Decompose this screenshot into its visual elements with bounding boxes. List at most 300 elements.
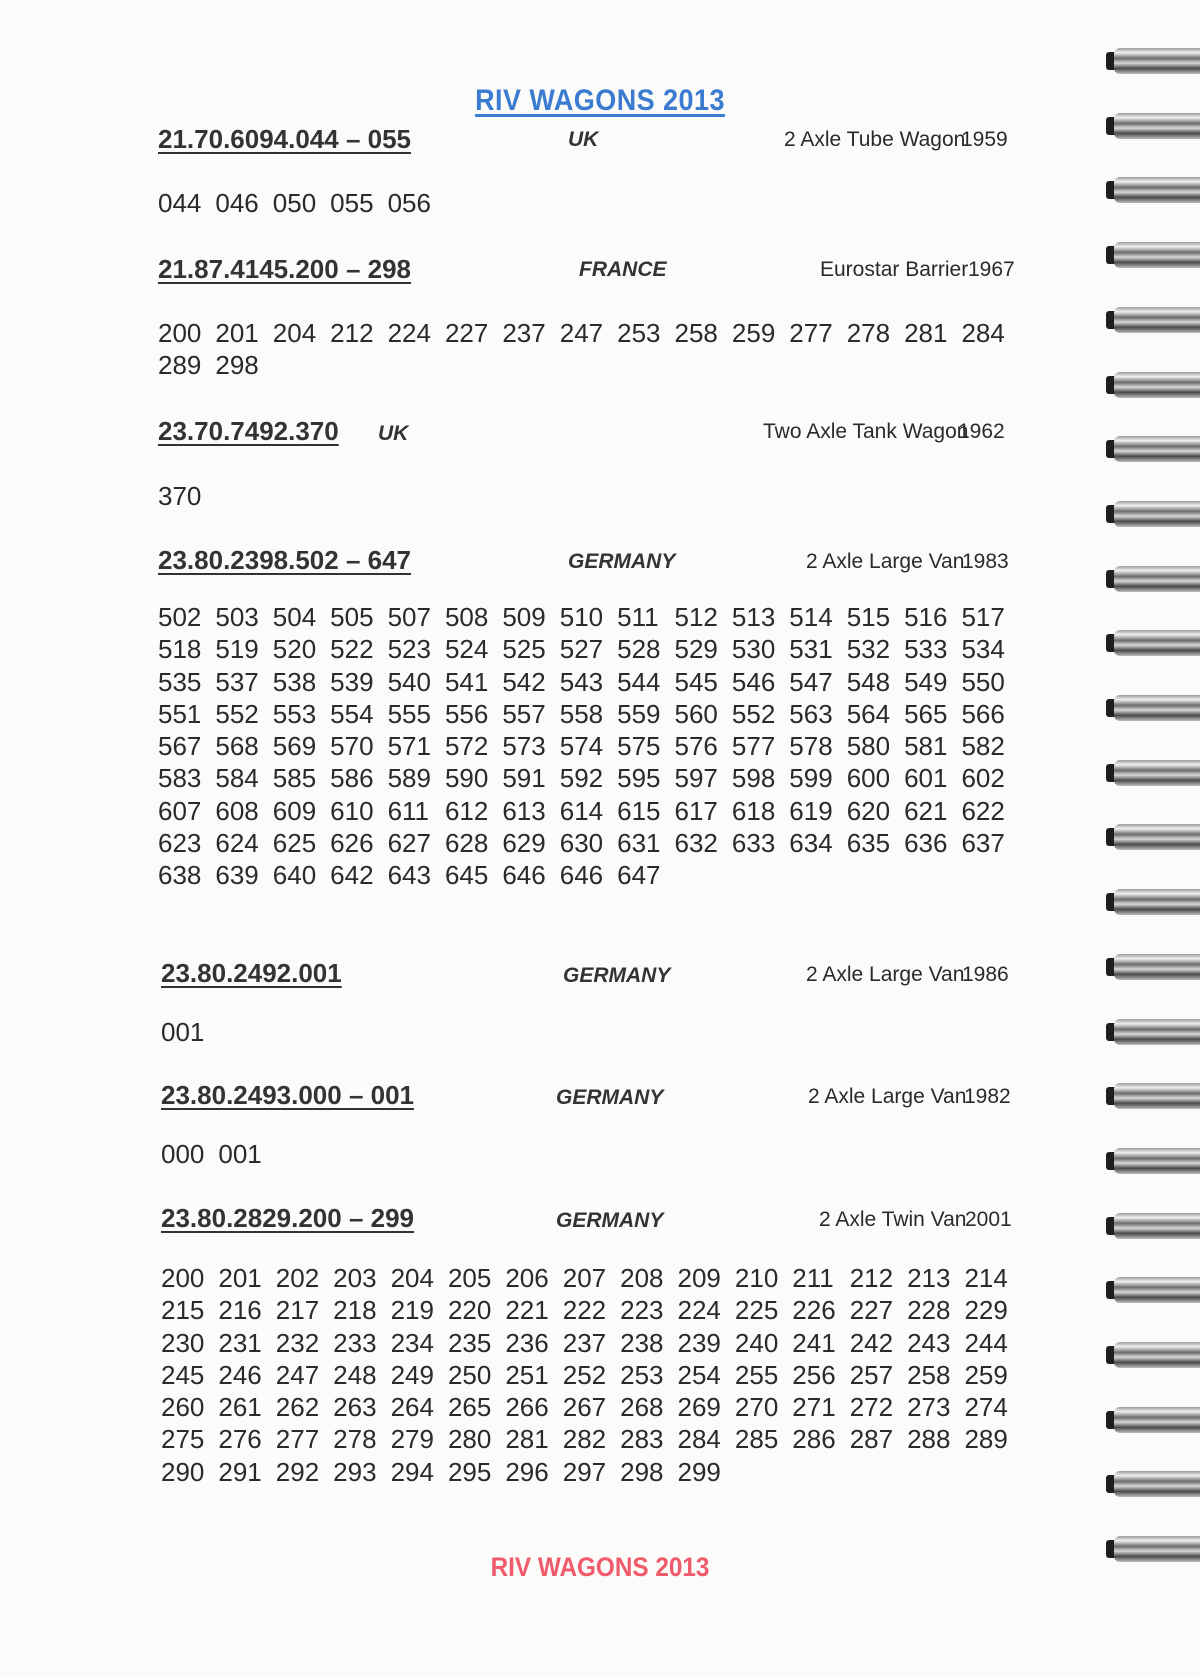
wagon-number: 226 <box>792 1295 836 1326</box>
spiral-ring <box>1104 1340 1200 1368</box>
wagon-number: 556 <box>444 698 489 729</box>
wagon-number: 272 <box>849 1392 894 1423</box>
wagon-number: 213 <box>907 1263 951 1293</box>
wagon-year: 2001 <box>965 1208 1012 1231</box>
wagon-country: UK <box>378 422 409 445</box>
wagon-number: 632 <box>674 828 718 859</box>
wagon-year: 1959 <box>961 128 1008 151</box>
wagon-number: 293 <box>333 1456 377 1487</box>
wagon-number: 559 <box>617 698 661 729</box>
spiral-ring <box>1104 952 1200 980</box>
wagon-description: 2 Axle Twin Van <box>819 1208 967 1231</box>
wagon-number: 507 <box>387 602 431 632</box>
wagon-number: 571 <box>387 731 431 762</box>
wagon-number: 554 <box>330 698 374 729</box>
wagon-number: 523 <box>387 634 431 665</box>
wagon-number: 628 <box>444 828 489 859</box>
wagon-number: 227 <box>849 1295 894 1326</box>
spiral-ring <box>1104 1211 1200 1239</box>
wagon-number: 535 <box>158 666 202 697</box>
wagon-number: 550 <box>961 666 1005 697</box>
wagon-number: 639 <box>215 860 259 891</box>
spiral-ring <box>1104 1469 1200 1497</box>
wagon-number: 295 <box>447 1456 492 1487</box>
wagon-number: 545 <box>674 666 718 697</box>
wagon-number: 207 <box>562 1263 607 1293</box>
wagon-description: 2 Axle Large Van <box>806 963 965 986</box>
wagon-number: 595 <box>617 763 661 794</box>
wagon-number: 241 <box>792 1327 836 1358</box>
wagon-number: 219 <box>390 1295 434 1326</box>
wagon-number: 574 <box>559 731 604 762</box>
wagon-number: 270 <box>734 1392 779 1423</box>
wagon-number: 511 <box>617 602 659 632</box>
wagon-number: 203 <box>333 1263 377 1293</box>
wagon-number-list <box>161 1017 1022 1049</box>
wagon-number: 253 <box>620 1359 664 1390</box>
spiral-ring <box>1104 434 1200 462</box>
wagon-number: 214 <box>964 1263 1008 1293</box>
wagon-number: 227 <box>444 318 489 348</box>
wagon-number: 638 <box>158 860 202 891</box>
wagon-number: 513 <box>731 602 776 632</box>
wagon-description: 2 Axle Tube Wagon <box>784 128 966 151</box>
wagon-number: 598 <box>731 763 776 794</box>
wagon-number: 263 <box>333 1392 377 1423</box>
wagon-number: 281 <box>505 1424 549 1455</box>
wagon-number: 530 <box>731 634 776 665</box>
wagon-number: 239 <box>677 1327 721 1358</box>
wagon-number: 510 <box>559 602 604 632</box>
wagon-number: 543 <box>559 666 604 697</box>
wagon-number: 539 <box>330 666 374 697</box>
wagon-number: 202 <box>275 1263 320 1293</box>
wagon-number: 567 <box>158 731 202 762</box>
wagon-number: 623 <box>158 828 202 859</box>
wagon-number: 218 <box>333 1295 377 1326</box>
spiral-ring <box>1104 1146 1200 1174</box>
wagon-number: 240 <box>734 1327 779 1358</box>
wagon-number: 255 <box>734 1359 779 1390</box>
wagon-number: 294 <box>390 1456 434 1487</box>
wagon-number: 607 <box>158 795 202 826</box>
wagon-code: 21.87.4145.200 – 298 <box>158 254 412 284</box>
wagon-number: 557 <box>502 698 546 729</box>
wagon-number: 216 <box>218 1295 262 1326</box>
wagon-number: 231 <box>218 1327 262 1358</box>
wagon-number: 261 <box>218 1392 262 1423</box>
wagon-number: 621 <box>904 795 948 826</box>
wagon-number: 635 <box>846 828 891 859</box>
wagon-number: 269 <box>677 1392 721 1423</box>
wagon-number: 600 <box>846 763 891 794</box>
wagon-number-list <box>161 1263 1022 1489</box>
wagon-number: 268 <box>620 1392 664 1423</box>
wagon-number: 565 <box>904 698 948 729</box>
wagon-number: 577 <box>731 731 776 762</box>
wagon-number: 620 <box>846 795 891 826</box>
wagon-number: 542 <box>502 666 546 697</box>
wagon-number: 514 <box>789 602 833 632</box>
wagon-number: 249 <box>390 1359 434 1390</box>
wagon-number: 275 <box>161 1424 205 1455</box>
wagon-number: 289 <box>158 350 202 381</box>
wagon-number: 267 <box>562 1392 607 1423</box>
wagon-number: 205 <box>447 1263 492 1293</box>
spiral-ring <box>1104 111 1200 139</box>
wagon-number: 289 <box>964 1424 1008 1455</box>
wagon-number: 291 <box>218 1456 262 1487</box>
wagon-number: 001 <box>218 1139 262 1169</box>
wagon-number: 055 <box>330 188 374 218</box>
wagon-number: 569 <box>272 731 317 762</box>
wagon-number: 222 <box>562 1295 607 1326</box>
wagon-number: 640 <box>272 860 317 891</box>
wagon-number: 624 <box>215 828 259 859</box>
wagon-number: 608 <box>215 795 259 826</box>
wagon-number: 211 <box>792 1263 834 1293</box>
wagon-number: 259 <box>731 318 776 348</box>
wagon-number: 634 <box>789 828 833 859</box>
wagon-number: 259 <box>964 1359 1008 1390</box>
wagon-number: 575 <box>617 731 661 762</box>
wagon-number: 618 <box>731 795 776 826</box>
wagon-number: 626 <box>330 828 374 859</box>
wagon-year: 1982 <box>964 1085 1011 1108</box>
spiral-ring <box>1104 240 1200 268</box>
wagon-number: 210 <box>734 1263 779 1293</box>
wagon-number: 224 <box>677 1295 721 1326</box>
wagon-number: 549 <box>904 666 948 697</box>
wagon-number: 551 <box>158 698 202 729</box>
wagon-number: 225 <box>734 1295 779 1326</box>
wagon-number-list <box>161 1139 1022 1171</box>
wagon-number: 232 <box>275 1327 320 1358</box>
wagon-number-list <box>158 481 1019 513</box>
spiral-ring <box>1104 175 1200 203</box>
page-footer: RIV WAGONS 2013 <box>490 1552 710 1582</box>
wagon-number: 537 <box>215 666 259 697</box>
wagon-number: 292 <box>275 1456 320 1487</box>
spiral-ring <box>1104 1275 1200 1303</box>
wagon-number: 576 <box>674 731 718 762</box>
wagon-number: 502 <box>158 602 202 632</box>
wagon-number: 581 <box>904 731 948 762</box>
wagon-number: 630 <box>559 828 604 859</box>
wagon-number: 533 <box>904 634 948 665</box>
wagon-number: 281 <box>904 318 948 348</box>
wagon-number: 224 <box>387 318 431 348</box>
wagon-number: 220 <box>447 1295 492 1326</box>
wagon-number: 646 <box>559 860 604 891</box>
wagon-number: 504 <box>272 602 317 632</box>
spiral-ring <box>1104 758 1200 786</box>
wagon-number: 258 <box>907 1359 951 1390</box>
wagon-number: 505 <box>330 602 374 632</box>
wagon-number: 517 <box>961 602 1005 632</box>
wagon-number: 206 <box>505 1263 549 1293</box>
wagon-description: 2 Axle Large Van <box>806 550 965 573</box>
wagon-number: 573 <box>502 731 546 762</box>
wagon-year: 1983 <box>962 550 1009 573</box>
wagon-number: 570 <box>330 731 374 762</box>
wagon-number: 287 <box>849 1424 894 1455</box>
wagon-number: 611 <box>387 795 430 826</box>
wagon-number: 544 <box>617 666 661 697</box>
wagon-number: 553 <box>272 698 317 729</box>
wagon-number: 645 <box>444 860 489 891</box>
wagon-number: 046 <box>215 188 259 218</box>
wagon-number: 242 <box>849 1327 894 1358</box>
wagon-number: 540 <box>387 666 431 697</box>
wagon-number: 531 <box>789 634 833 665</box>
wagon-number: 631 <box>617 828 661 859</box>
wagon-code: 23.80.2398.502 – 647 <box>158 545 412 575</box>
wagon-number: 613 <box>502 795 546 826</box>
wagon-number: 591 <box>502 763 546 794</box>
wagon-number: 254 <box>677 1359 721 1390</box>
wagon-country: GERMANY <box>556 1086 664 1109</box>
wagon-number: 297 <box>562 1456 607 1487</box>
wagon-number: 215 <box>161 1295 205 1326</box>
spiral-ring <box>1104 46 1200 74</box>
wagon-number: 288 <box>907 1424 951 1455</box>
wagon-number: 251 <box>505 1359 549 1390</box>
wagon-number: 050 <box>272 188 317 218</box>
wagon-number: 522 <box>330 634 374 665</box>
spiral-ring <box>1104 887 1200 915</box>
wagon-number: 233 <box>333 1327 377 1358</box>
wagon-number: 580 <box>846 731 891 762</box>
wagon-number: 602 <box>961 763 1005 794</box>
wagon-number: 271 <box>792 1392 836 1423</box>
wagon-number: 590 <box>444 763 489 794</box>
spiral-ring <box>1104 370 1200 398</box>
wagon-description: Two Axle Tank Wagon <box>763 420 969 443</box>
wagon-number: 237 <box>562 1327 607 1358</box>
wagon-number: 278 <box>333 1424 377 1455</box>
wagon-number: 200 <box>158 318 202 348</box>
wagon-number: 298 <box>620 1456 664 1487</box>
wagon-code: 23.80.2493.000 – 001 <box>161 1080 415 1110</box>
wagon-number: 265 <box>447 1392 492 1423</box>
wagon-number: 509 <box>502 602 546 632</box>
wagon-number: 001 <box>161 1017 205 1047</box>
wagon-number: 000 <box>161 1139 205 1169</box>
wagon-number: 592 <box>559 763 604 794</box>
wagon-number: 584 <box>215 763 259 794</box>
wagon-number: 253 <box>617 318 661 348</box>
wagon-number: 273 <box>907 1392 951 1423</box>
wagon-number: 629 <box>502 828 546 859</box>
wagon-number: 515 <box>846 602 891 632</box>
wagon-number: 585 <box>272 763 317 794</box>
spiral-ring <box>1104 305 1200 333</box>
wagon-number: 518 <box>158 634 202 665</box>
wagon-number: 560 <box>674 698 718 729</box>
wagon-number: 243 <box>907 1327 951 1358</box>
wagon-number: 558 <box>559 698 604 729</box>
wagon-number: 201 <box>218 1263 262 1293</box>
wagon-number: 044 <box>158 188 202 218</box>
wagon-number: 647 <box>617 860 661 891</box>
wagon-number-list <box>158 318 1019 383</box>
wagon-number: 646 <box>502 860 546 891</box>
wagon-number: 578 <box>789 731 833 762</box>
wagon-number: 056 <box>387 188 431 218</box>
wagon-number: 204 <box>390 1263 434 1293</box>
spiral-ring <box>1104 1405 1200 1433</box>
wagon-country: FRANCE <box>579 258 667 281</box>
wagon-number: 237 <box>502 318 546 348</box>
wagon-number: 636 <box>904 828 948 859</box>
wagon-number: 209 <box>677 1263 721 1293</box>
spiral-ring <box>1104 693 1200 721</box>
wagon-description: 2 Axle Large Van <box>808 1085 967 1108</box>
wagon-number: 236 <box>505 1327 549 1358</box>
wagon-number: 614 <box>559 795 604 826</box>
wagon-number: 597 <box>674 763 718 794</box>
wagon-number: 568 <box>215 731 259 762</box>
wagon-number: 256 <box>792 1359 836 1390</box>
wagon-number: 298 <box>215 350 259 381</box>
wagon-number: 619 <box>789 795 833 826</box>
wagon-number: 279 <box>390 1424 434 1455</box>
wagon-number: 299 <box>677 1456 721 1487</box>
wagon-number: 283 <box>620 1424 664 1455</box>
wagon-number: 284 <box>677 1424 721 1455</box>
wagon-number: 264 <box>390 1392 434 1423</box>
wagon-number: 285 <box>734 1424 779 1455</box>
wagon-number: 247 <box>559 318 604 348</box>
wagon-number: 617 <box>674 795 718 826</box>
wagon-number: 246 <box>218 1359 262 1390</box>
wagon-number: 208 <box>620 1263 664 1293</box>
wagon-number: 266 <box>505 1392 549 1423</box>
wagon-number: 201 <box>215 318 259 348</box>
wagon-number: 527 <box>559 634 604 665</box>
wagon-number: 248 <box>333 1359 377 1390</box>
wagon-number: 633 <box>731 828 776 859</box>
wagon-number: 290 <box>161 1456 205 1487</box>
wagon-description: Eurostar Barrier <box>820 258 969 281</box>
wagon-number: 615 <box>617 795 661 826</box>
wagon-number: 601 <box>904 763 948 794</box>
spiral-ring <box>1104 564 1200 592</box>
wagon-number: 643 <box>387 860 431 891</box>
spiral-ring <box>1104 628 1200 656</box>
wagon-year: 1962 <box>958 420 1005 443</box>
spiral-ring <box>1104 1081 1200 1109</box>
wagon-number: 564 <box>846 698 891 729</box>
wagon-number: 278 <box>846 318 891 348</box>
wagon-number: 642 <box>330 860 374 891</box>
wagon-number: 637 <box>961 828 1005 859</box>
wagon-number: 284 <box>961 318 1005 348</box>
wagon-number: 582 <box>961 731 1005 762</box>
wagon-number: 547 <box>789 666 833 697</box>
wagon-number: 534 <box>961 634 1005 665</box>
wagon-number: 524 <box>444 634 489 665</box>
wagon-number: 296 <box>505 1456 549 1487</box>
wagon-number: 280 <box>447 1424 492 1455</box>
wagon-number: 610 <box>330 795 374 826</box>
page-title: RIV WAGONS 2013 <box>475 84 725 117</box>
wagon-number: 277 <box>789 318 833 348</box>
wagon-number: 250 <box>447 1359 492 1390</box>
wagon-number: 555 <box>387 698 431 729</box>
wagon-country: GERMANY <box>568 550 676 573</box>
wagon-number: 519 <box>215 634 259 665</box>
wagon-number: 262 <box>275 1392 320 1423</box>
wagon-number: 516 <box>904 602 948 632</box>
spiral-ring <box>1104 1017 1200 1045</box>
wagon-number: 252 <box>562 1359 607 1390</box>
wagon-code: 23.80.2492.001 <box>161 958 342 988</box>
spiral-binding <box>1104 40 1200 1670</box>
wagon-number: 552 <box>215 698 259 729</box>
wagon-year: 1986 <box>962 963 1009 986</box>
wagon-number: 512 <box>674 602 718 632</box>
wagon-number: 528 <box>617 634 661 665</box>
wagon-number: 525 <box>502 634 546 665</box>
wagon-number: 200 <box>161 1263 205 1293</box>
wagon-number: 274 <box>964 1392 1008 1423</box>
wagon-number: 572 <box>444 731 489 762</box>
spiral-ring <box>1104 499 1200 527</box>
wagon-country: GERMANY <box>556 1209 664 1232</box>
wagon-number: 230 <box>161 1327 205 1358</box>
wagon-number: 245 <box>161 1359 205 1390</box>
wagon-number: 589 <box>387 763 431 794</box>
wagon-number: 370 <box>158 481 202 511</box>
wagon-number: 622 <box>961 795 1005 826</box>
wagon-number: 625 <box>272 828 317 859</box>
wagon-number: 609 <box>272 795 317 826</box>
wagon-number: 217 <box>275 1295 320 1326</box>
wagon-number: 204 <box>272 318 317 348</box>
wagon-number: 627 <box>387 828 431 859</box>
wagon-number: 212 <box>330 318 374 348</box>
wagon-number: 212 <box>849 1263 894 1293</box>
wagon-number: 235 <box>447 1327 492 1358</box>
wagon-number: 260 <box>161 1392 205 1423</box>
wagon-number: 520 <box>272 634 317 665</box>
wagon-number: 532 <box>846 634 891 665</box>
wagon-code: 23.80.2829.200 – 299 <box>161 1203 415 1233</box>
wagon-number: 599 <box>789 763 833 794</box>
wagon-code: 23.70.7492.370 <box>158 416 339 446</box>
wagon-code: 21.70.6094.044 – 055 <box>158 124 412 154</box>
wagon-number: 286 <box>792 1424 836 1455</box>
spiral-ring <box>1104 1534 1200 1562</box>
wagon-number: 529 <box>674 634 718 665</box>
wagon-number: 503 <box>215 602 259 632</box>
wagon-number: 257 <box>849 1359 894 1390</box>
wagon-number: 228 <box>907 1295 951 1326</box>
wagon-number: 277 <box>275 1424 320 1455</box>
wagon-number: 238 <box>620 1327 664 1358</box>
wagon-number: 234 <box>390 1327 434 1358</box>
wagon-number: 612 <box>444 795 489 826</box>
wagon-number: 541 <box>444 666 489 697</box>
wagon-number: 221 <box>505 1295 549 1326</box>
wagon-country: UK <box>568 128 599 151</box>
wagon-number: 229 <box>964 1295 1008 1326</box>
wagon-number: 538 <box>272 666 317 697</box>
wagon-number: 508 <box>444 602 489 632</box>
wagon-number: 548 <box>846 666 891 697</box>
